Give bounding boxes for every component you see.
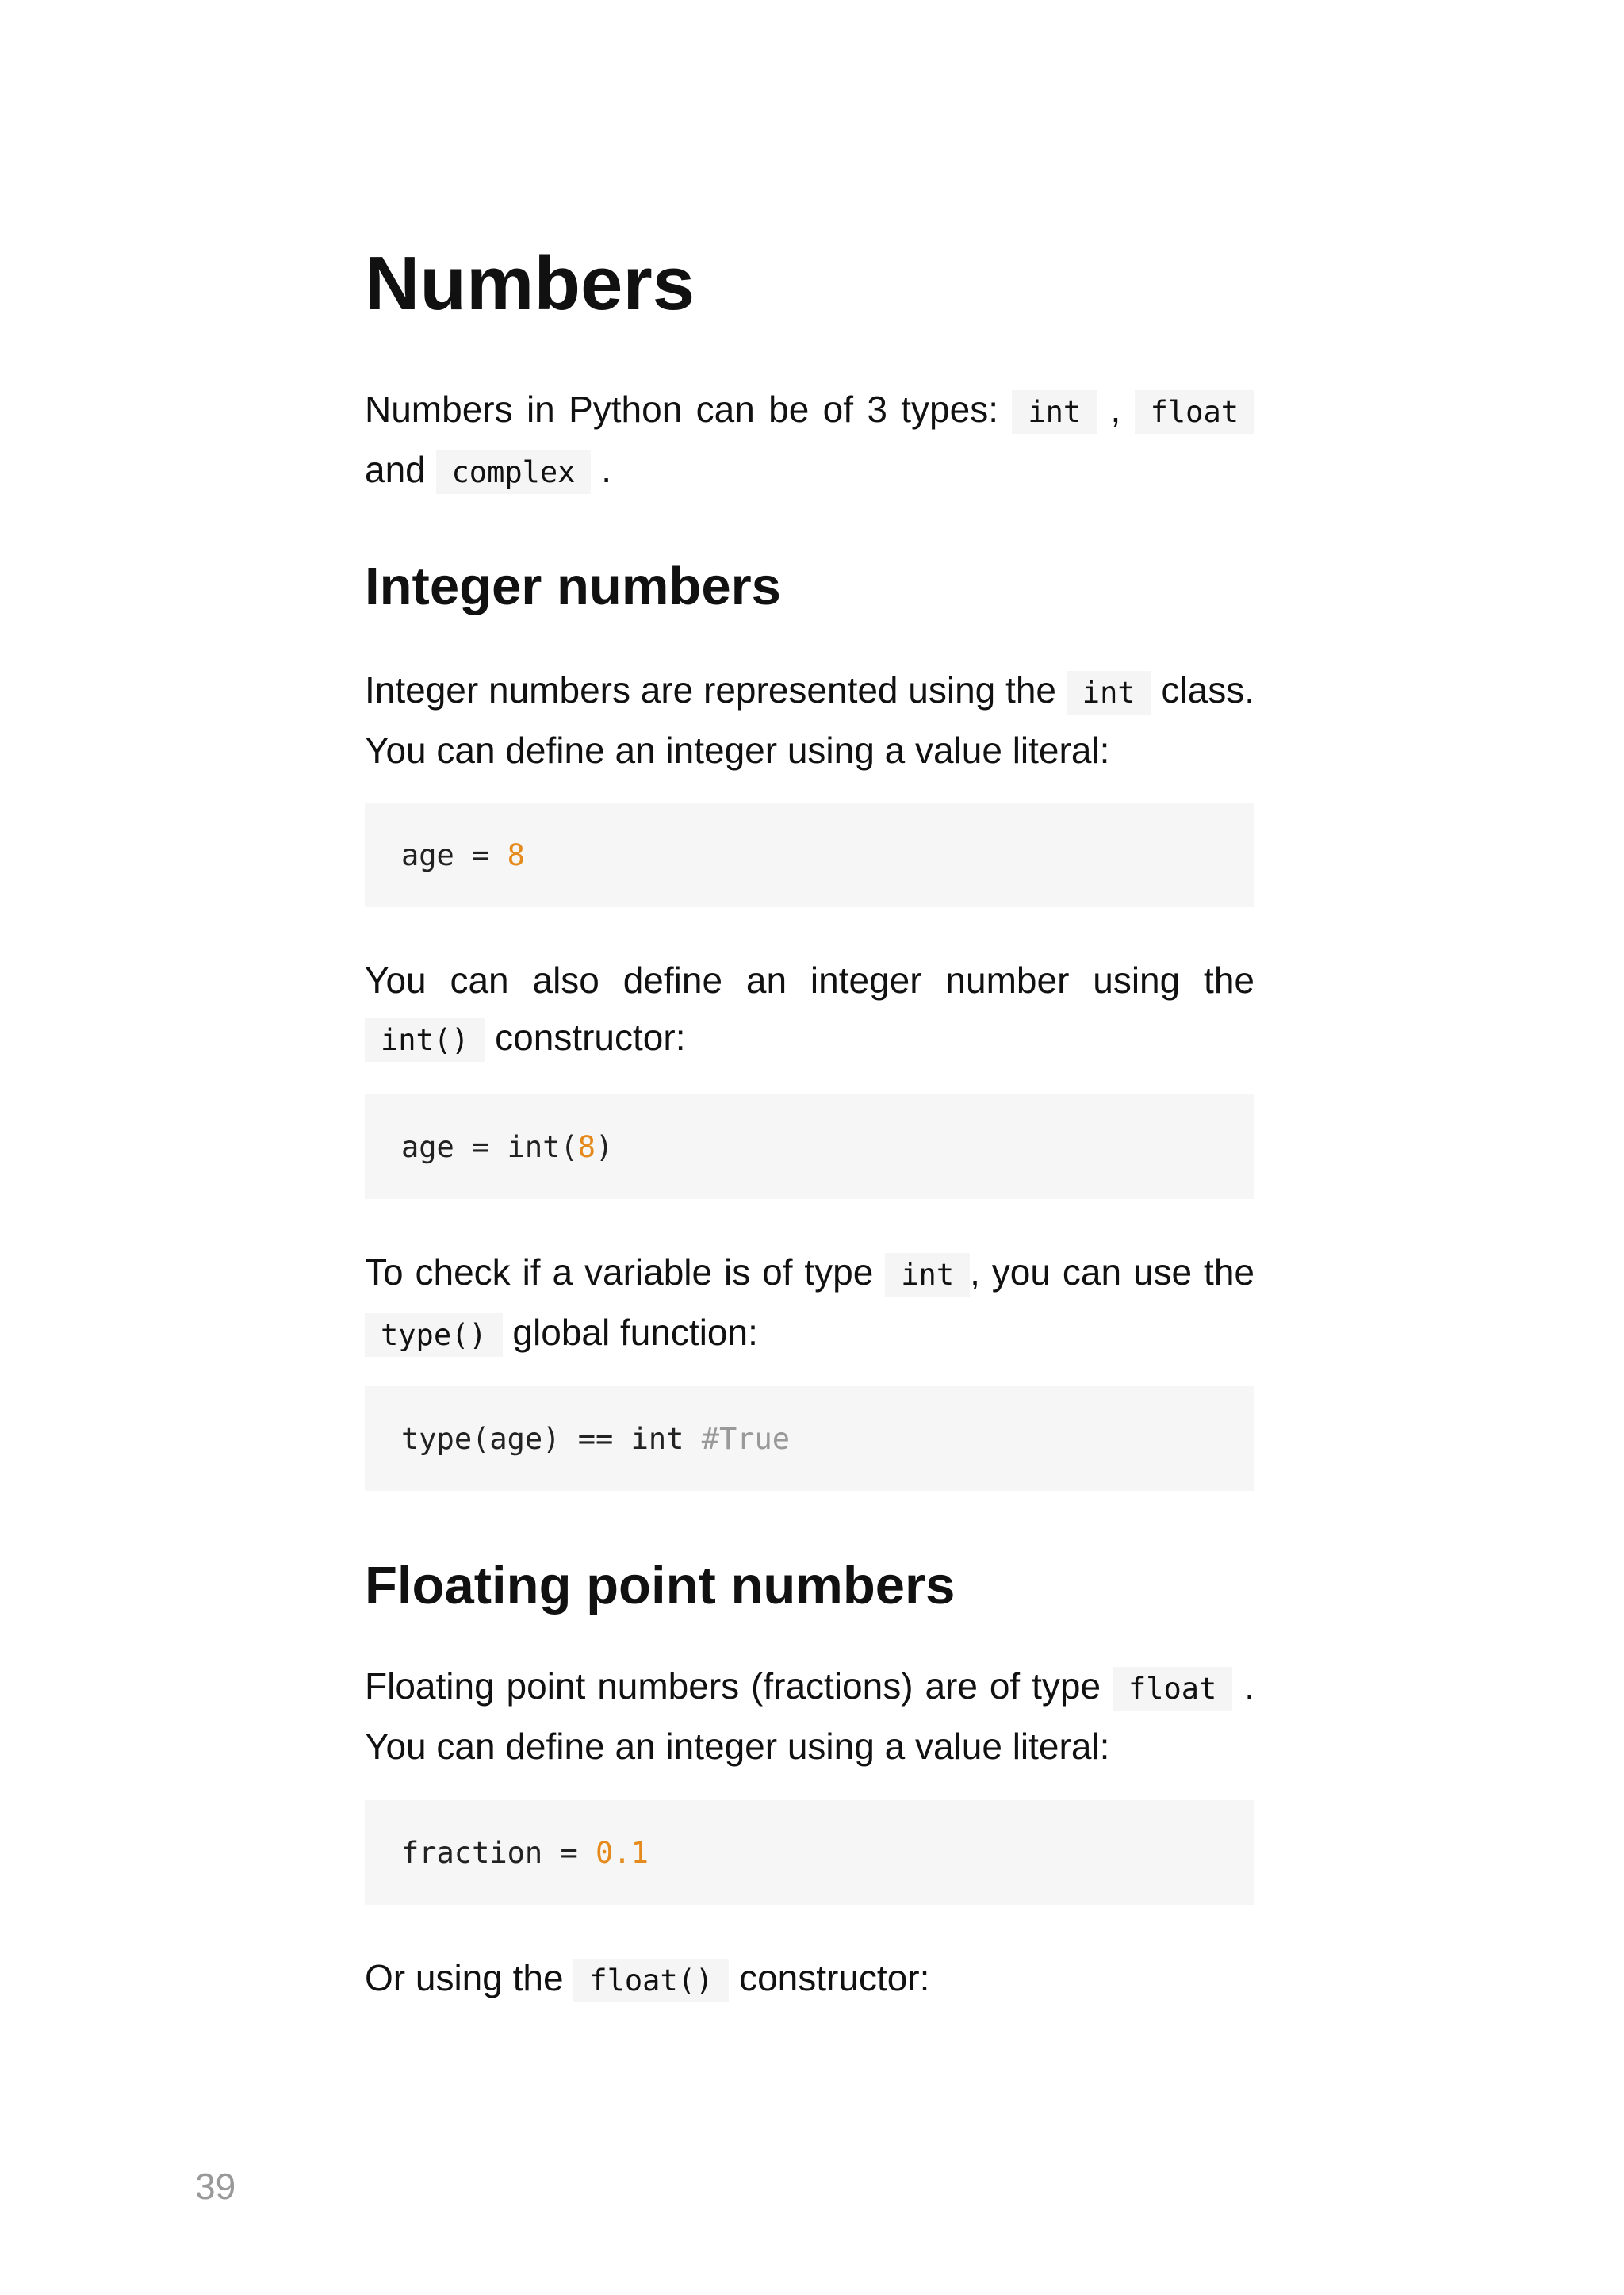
floating-text-4: constructor: [729, 1957, 930, 1998]
code-block-integer-constructor [365, 1094, 1254, 1199]
integer-paragraph-1 [365, 661, 1254, 779]
integer-text-7: global function: [502, 1312, 758, 1353]
code-block-integer-literal [365, 803, 1254, 907]
floating-text-2: . You can define an integer using a value literal: [365, 1665, 1255, 1767]
integer-text-4: constructor: [485, 1017, 686, 1058]
inline-code-type-function: type() [365, 1313, 503, 1357]
code-text: age = [401, 837, 508, 872]
code-text: age = int( [401, 1129, 578, 1164]
integer-text-6: , you can use the [970, 1251, 1254, 1293]
intro-paragraph [365, 381, 1254, 501]
section-heading-floating: Floating point numbers [365, 1556, 956, 1615]
section-heading-integer: Integer numbers [365, 557, 781, 616]
code-block-type-check [365, 1386, 1254, 1491]
code-text: type(age) == int [401, 1421, 702, 1456]
code-comment: #True [701, 1421, 791, 1456]
code-number: 8 [507, 837, 525, 872]
page-number: 39 [195, 2166, 236, 2207]
floating-paragraph-2 [365, 1949, 1254, 2010]
code-text: fraction = [401, 1835, 596, 1870]
intro-separator: , [1097, 389, 1135, 430]
integer-text-3: You can also define an integer number using the [365, 960, 1254, 1001]
inline-code-float-constructor: float() [573, 1959, 729, 2002]
integer-text-5: To check if a variable is of type [365, 1251, 886, 1293]
inline-code-float: float [1113, 1667, 1232, 1711]
integer-text-1: Integer numbers are represented using the [365, 669, 1067, 711]
inline-code-int: int [1067, 671, 1151, 715]
inline-code-int: int [1012, 390, 1097, 434]
inline-code-int-constructor: int() [365, 1018, 485, 1062]
page-title: Numbers [365, 241, 695, 326]
code-number: 8 [577, 1129, 596, 1164]
integer-paragraph-2 [365, 952, 1254, 1069]
floating-text-3: Or using the [365, 1957, 574, 1998]
intro-text-2: and [365, 449, 436, 490]
intro-text-1: Numbers in Python can be of 3 types: [365, 389, 1013, 430]
inline-code-float: float [1135, 390, 1254, 434]
inline-code-complex: complex [436, 450, 592, 494]
code-block-float-literal [365, 1800, 1254, 1905]
inline-code-int: int [885, 1253, 970, 1297]
intro-text-3: . [591, 449, 612, 490]
floating-paragraph-1 [365, 1657, 1254, 1775]
integer-paragraph-3 [365, 1243, 1254, 1364]
code-number: 0.1 [596, 1835, 649, 1870]
integer-text-2: class. You can define an integer using a value literal: [365, 669, 1254, 771]
floating-text-1: Floating point numbers (fractions) are of type [365, 1665, 1113, 1707]
code-text-end: ) [596, 1129, 614, 1164]
